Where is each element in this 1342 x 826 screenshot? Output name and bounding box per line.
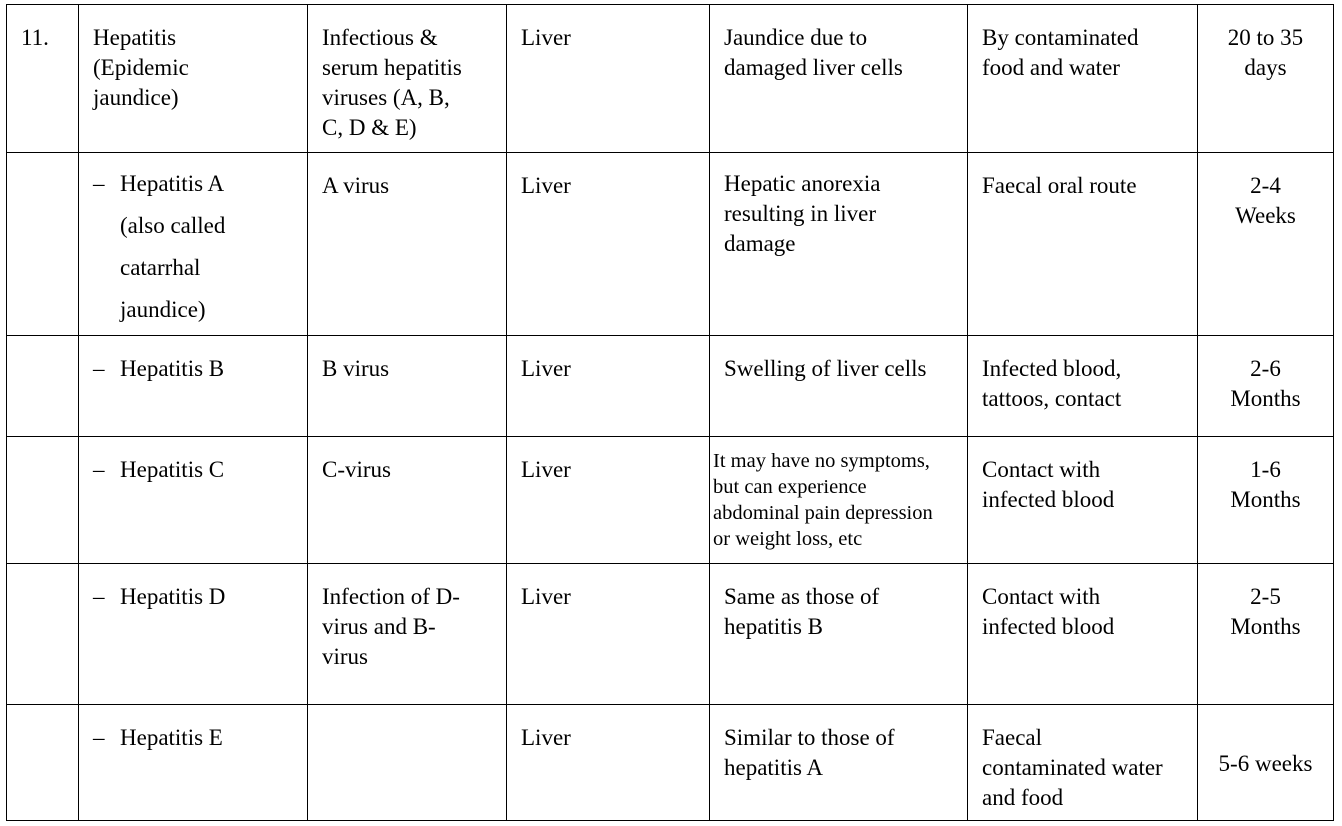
symptoms: Same as those of hepatitis B [724,584,880,639]
causative-agent [308,705,506,723]
agent-cell [308,5,507,153]
incubation-period: 2-5 Months [1230,584,1301,639]
symptoms: Swelling of liver cells [724,356,927,381]
disease-name: Hepatitis C [120,457,225,482]
table-row [7,564,1334,705]
incubation-cell [1198,705,1334,821]
table-row [7,437,1334,564]
dash-bullet: – [93,171,105,196]
table-row [7,336,1334,437]
causative-agent: Infectious & serum hepatitis viruses (A, B, C, D & E) [322,25,462,140]
incubation-period: 2-6 Months [1230,356,1301,411]
transmission-cell [968,705,1198,821]
row-number [7,437,78,455]
causative-agent: A virus [322,173,390,198]
disease-name: Hepatitis D [120,584,226,609]
row-number [7,153,78,171]
transmission-cell [968,153,1198,336]
agent-cell [308,336,507,437]
causative-agent: B virus [322,356,390,381]
symptoms: Similar to those of hepatitis A [724,725,895,780]
symptoms: Jaundice due to damaged liver cells [724,25,903,80]
mode-of-transmission: Faecal contaminated water and food [982,725,1163,810]
table-row [7,153,1334,336]
causative-agent: C-virus [322,457,391,482]
organ-affected: Liver [521,584,571,609]
disease-cell [79,564,308,705]
mode-of-transmission: Faecal oral route [982,173,1137,198]
table-row [7,705,1334,821]
row-number [7,336,78,354]
disease-name: Hepatitis E [120,725,223,750]
number-cell [7,437,79,564]
transmission-cell [968,5,1198,153]
symptoms-line: Hepatic anorexia [724,171,881,196]
organ-affected: Liver [521,725,571,750]
disease-name: Hepatitis (Epidemic jaundice) [93,25,189,110]
incubation-cell [1198,564,1334,705]
symptoms-cell [710,336,968,437]
organ-cell [507,705,710,821]
incubation-cell [1198,5,1334,153]
incubation-cell [1198,153,1334,336]
transmission-cell [968,336,1198,437]
dash-bullet: – [93,725,105,750]
organ-cell [507,5,710,153]
incubation-period: 1-6 Months [1230,457,1301,512]
organ-affected: Liver [521,25,571,50]
symptoms-cell [710,564,968,705]
incubation-cell [1198,437,1334,564]
symptoms: It may have no symptoms, but can experience abdominal pain depression or weight loss, etc [713,450,933,550]
organ-affected: Liver [521,457,571,482]
row-number [7,564,78,582]
symptoms-cell [710,5,968,153]
symptoms-cell [710,437,968,564]
symptoms-cell [710,153,968,336]
disease-name: Hepatitis B [120,356,225,381]
organ-cell [507,336,710,437]
number-cell [7,705,79,821]
row-number [7,705,78,723]
dash-bullet: – [93,457,105,482]
incubation-cell [1198,336,1334,437]
transmission-cell [968,437,1198,564]
agent-cell [308,437,507,564]
organ-affected: Liver [521,356,571,381]
incubation-period: 2-4 Weeks [1235,173,1296,228]
mode-of-transmission: By contaminated food and water [982,25,1139,80]
table-row [7,5,1334,153]
incubation-period: 5-6 weeks [1218,751,1313,776]
organ-cell [507,564,710,705]
disease-cell [79,705,308,821]
incubation-period: 20 to 35 days [1227,25,1304,80]
organ-cell [507,437,710,564]
disease-cell [79,5,308,153]
mode-of-transmission: Contact with infected blood [982,584,1115,639]
symptoms: resulting in liver damage [724,201,877,256]
transmission-cell [968,564,1198,705]
disease-table [6,4,1334,821]
number-cell [7,5,79,153]
disease-cell [79,437,308,564]
organ-affected: Liver [521,173,571,198]
agent-cell [308,564,507,705]
causative-agent: Infection of D- virus and B- virus [322,584,460,669]
mode-of-transmission: Contact with infected blood [982,457,1115,512]
number-cell [7,564,79,705]
disease-cell [79,336,308,437]
mode-of-transmission: Infected blood, tattoos, contact [982,356,1122,411]
agent-cell [308,705,507,821]
dash-bullet: – [93,584,105,609]
organ-cell [507,153,710,336]
agent-cell [308,153,507,336]
number-cell [7,153,79,336]
disease-cell [79,153,308,336]
symptoms-cell [710,705,968,821]
row-number: 11. [21,25,49,50]
number-cell [7,336,79,437]
dash-bullet: – [93,356,105,381]
disease-name: Hepatitis A (also called catarrhal jaundice) [120,171,226,322]
